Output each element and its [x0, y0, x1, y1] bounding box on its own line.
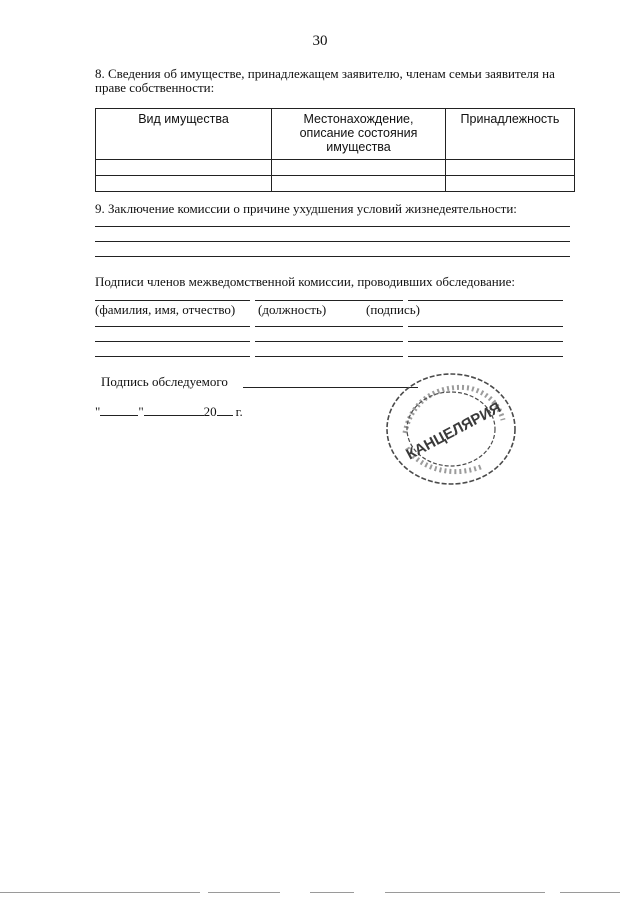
signature-line-signature: [408, 300, 563, 301]
signature-line-signature: [408, 326, 563, 327]
signature-line-position: [255, 300, 403, 301]
stamp-center-text: КАНЦЕЛЯРИЯ: [403, 399, 504, 464]
table-row: [96, 176, 575, 192]
date-open-quote: ": [95, 404, 101, 419]
col-header-property-type: Вид имущества: [96, 109, 272, 160]
date-year-suffix: г.: [235, 404, 243, 419]
col-header-location-description: Местонахождение, описание состояния имущества: [272, 109, 446, 160]
date-year-prefix: 20: [203, 404, 217, 419]
signature-line-name: [95, 300, 250, 301]
section-9-heading: 9. Заключение комиссии о причине ухудшения условий жизнедеятельности:: [95, 201, 517, 216]
signature-line-position: [255, 326, 403, 327]
table-cell: [96, 176, 272, 192]
signature-line-signature: [408, 356, 563, 357]
table-cell: [272, 160, 446, 176]
signature-line-name: [95, 341, 250, 342]
signature-line-name: [95, 356, 250, 357]
office-stamp: [383, 370, 519, 488]
label-signature: (подпись): [366, 302, 420, 317]
date-month-blank: [144, 403, 204, 416]
table-cell: [446, 176, 575, 192]
scan-artifact-line: [560, 892, 620, 893]
subject-signature-label: Подпись обследуемого: [101, 374, 228, 389]
signature-line-position: [255, 356, 403, 357]
property-table-header-row: [96, 109, 575, 160]
date-day-blank: [100, 403, 138, 416]
signature-line-signature: [408, 341, 563, 342]
conclusion-line: [95, 241, 570, 242]
col-header-ownership: Принадлежность: [446, 109, 575, 160]
date-close-quote: ": [138, 404, 144, 419]
conclusion-line: [95, 256, 570, 257]
table-cell: [96, 160, 272, 176]
date-year-blank: [217, 403, 233, 416]
scan-artifact-line: [385, 892, 545, 893]
date-line: [95, 403, 243, 420]
scan-artifact-line: [208, 892, 280, 893]
table-cell: [446, 160, 575, 176]
conclusion-line: [95, 226, 570, 227]
section-8-heading: 8. Сведения об имуществе, принадлежащем заявителю, членам семьи заявителя на праве собственности:: [95, 66, 555, 95]
scan-artifact-line: [310, 892, 354, 893]
commission-signatures-heading: Подписи членов межведомственной комиссии, проводивших обследование:: [95, 274, 516, 289]
label-full-name: (фамилия, имя, отчество): [95, 302, 236, 317]
signature-line-name: [95, 326, 250, 327]
page-number: 30: [312, 33, 328, 49]
signature-line-position: [255, 341, 403, 342]
table-row: [96, 160, 575, 176]
label-position: (должность): [258, 302, 327, 317]
property-table: [95, 108, 575, 192]
table-cell: [272, 176, 446, 192]
scan-artifact-line: [0, 892, 200, 893]
